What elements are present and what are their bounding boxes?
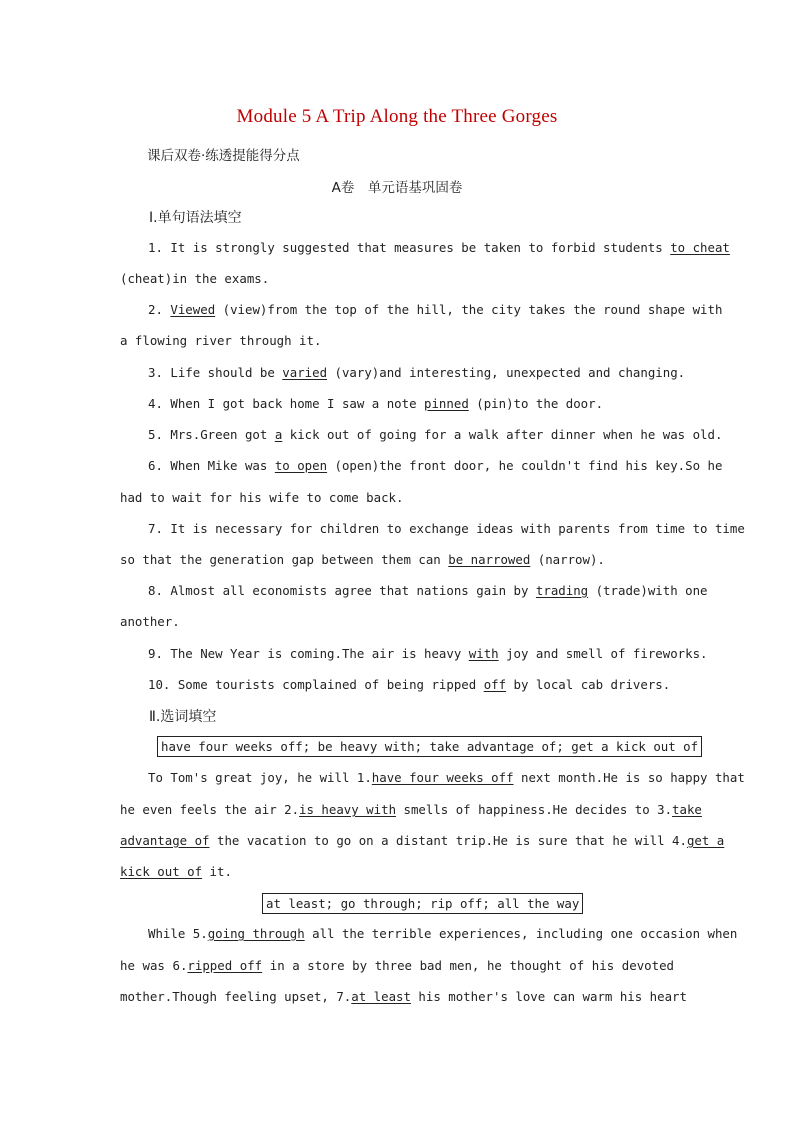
question-5: 5. Mrs.Green got a kick out of going for a walk after dinner when he was old.	[148, 427, 723, 442]
answer-9: with	[468, 646, 499, 661]
answer-3: varied	[282, 365, 328, 380]
answer-2: Viewed	[170, 302, 216, 317]
answer-5: a	[274, 427, 283, 442]
answer-10: off	[483, 677, 507, 692]
question-1: 1. It is strongly suggested that measures be taken to forbid students to cheat	[148, 240, 730, 255]
answer-8: trading	[535, 583, 589, 598]
question-8: 8. Almost all economists agree that nations gain by trading (trade)with one	[148, 583, 708, 598]
page-title: Module 5 A Trip Along the Three Gorges	[236, 106, 558, 127]
question-4: 4. When I got back home I saw a note pinned (pin)to the door.	[148, 396, 604, 411]
blank-7: at least	[351, 989, 411, 1004]
question-6: 6. When Mike was to open (open)the front door, he couldn't find his key.So he	[148, 458, 723, 473]
passage-1-line-3: advantage of the vacation to go on a distant trip.He is sure that he will 4.get a	[120, 833, 725, 848]
question-9: 9. The New Year is coming.The air is heavy with joy and smell of fireworks.	[148, 646, 708, 661]
passage-1-line-2: he even feels the air 2.is heavy with smells of happiness.He decides to 3.take	[120, 802, 702, 817]
blank-5: going through	[207, 926, 305, 941]
blank-3-cont: advantage of	[120, 833, 210, 848]
blank-1: have four weeks off	[371, 770, 514, 785]
section-heading-word-choice: Ⅱ.选词填空	[149, 709, 217, 725]
blank-3: take	[672, 802, 702, 817]
question-1-cont: (cheat)in the exams.	[120, 271, 270, 286]
subtitle: 课后双卷·练透提能得分点	[147, 148, 300, 164]
answer-1: to cheat	[670, 240, 730, 255]
blank-6: ripped off	[187, 958, 263, 973]
blank-4: get a	[686, 833, 725, 848]
question-2: 2. Viewed (view)from the top of the hill, the city takes the round shape with	[148, 302, 723, 317]
question-2-cont: a flowing river through it.	[120, 333, 322, 348]
passage-1-line-1: To Tom's great joy, he will 1.have four weeks off next month.He is so happy that	[148, 770, 745, 785]
passage-2-line-1: While 5.going through all the terrible experiences, including one occasion when	[148, 926, 738, 941]
passage-2-line-2: he was 6.ripped off in a store by three bad men, he thought of his devoted	[120, 958, 674, 973]
question-3: 3. Life should be varied (vary)and interesting, unexpected and changing.	[148, 365, 686, 380]
blank-4-cont: kick out of	[120, 864, 203, 879]
answer-7: be narrowed	[448, 552, 531, 567]
answer-6: to open	[274, 458, 328, 473]
question-7-cont: so that the generation gap between them can be narrowed (narrow).	[120, 552, 605, 567]
word-bank-2: at least; go through; rip off; all the way	[262, 893, 583, 914]
blank-2: is heavy with	[299, 802, 397, 817]
question-8-cont: another.	[120, 614, 180, 629]
question-10: 10. Some tourists complained of being ripped off by local cab drivers.	[148, 677, 671, 692]
paper-label: A卷 单元语基巩固卷	[331, 180, 463, 196]
section-heading-grammar: Ⅰ.单句语法填空	[149, 210, 242, 226]
passage-1-line-4: kick out of it.	[120, 864, 232, 879]
answer-4: pinned	[424, 396, 469, 411]
passage-2-line-3: mother.Though feeling upset, 7.at least his mother's love can warm his heart	[120, 989, 687, 1004]
question-7: 7. It is necessary for children to exchange ideas with parents from time to time	[148, 521, 745, 536]
word-bank-1: have four weeks off; be heavy with; take advantage of; get a kick out of	[157, 736, 702, 757]
question-6-cont: had to wait for his wife to come back.	[120, 490, 404, 505]
